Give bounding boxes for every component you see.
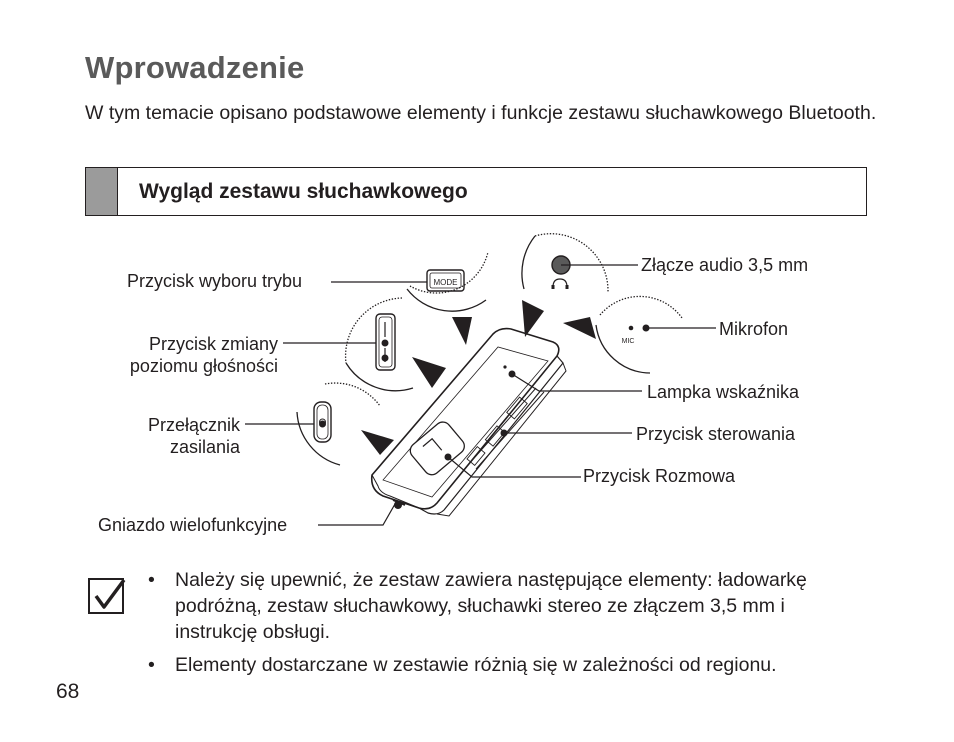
indicator-light-label: Lampka wskaźnika [647, 382, 800, 402]
call-button-label: Przycisk Rozmowa [583, 466, 736, 486]
note-item [148, 567, 815, 645]
note-text: Należy się upewnić, że zestaw zawiera następujące elementy: ładowarkę podróżną, zestaw słuchawkowy, słuchawki stereo ze złączem 3,5 mm i instrukcję obsługi. [175, 569, 807, 643]
bullet-icon: • [148, 654, 155, 676]
volume-label-line1: Przycisk zmiany [148, 334, 278, 354]
page-number: 68 [56, 680, 80, 703]
mic-mark: MIC [621, 338, 635, 345]
multi-jack-label: Gniazdo wielofunkcyjne [98, 515, 288, 535]
headset-body [372, 329, 566, 516]
mode-button-label: Przycisk wyboru trybu [127, 271, 303, 291]
section-title: Wygląd zestawu słuchawkowego [139, 180, 468, 203]
power-switch-label [85, 414, 240, 458]
audio-jack-label: Złącze audio 3,5 mm [641, 255, 809, 275]
control-button-label: Przycisk sterowania [636, 424, 796, 444]
audio-jack-zoom-callout [522, 234, 608, 337]
bullet-icon: • [148, 569, 155, 591]
mode-mark: MODE [433, 278, 458, 287]
microphone-label: Mikrofon [719, 319, 789, 339]
notes-list [148, 567, 935, 678]
page-title: Wprowadzenie [85, 50, 305, 85]
mode-zoom-callout [407, 252, 488, 345]
volume-label-line2: poziomu głośności [129, 356, 278, 376]
note-item [148, 652, 935, 678]
checkbox-check-icon [87, 577, 127, 617]
note-text: Elementy dostarczane w zestawie różnią się w zależności od regionu. [175, 654, 777, 676]
intro-paragraph: W tym temacie opisano podstawowe elementy i funkcje zestawu słuchawkowego Bluetooth. [85, 102, 877, 124]
power-label-line1: Przełącznik [147, 415, 240, 435]
volume-zoom-callout [346, 298, 446, 391]
mic-zoom-callout [563, 296, 682, 373]
volume-button-label [85, 333, 278, 377]
power-label-line2: zasilania [169, 437, 240, 457]
